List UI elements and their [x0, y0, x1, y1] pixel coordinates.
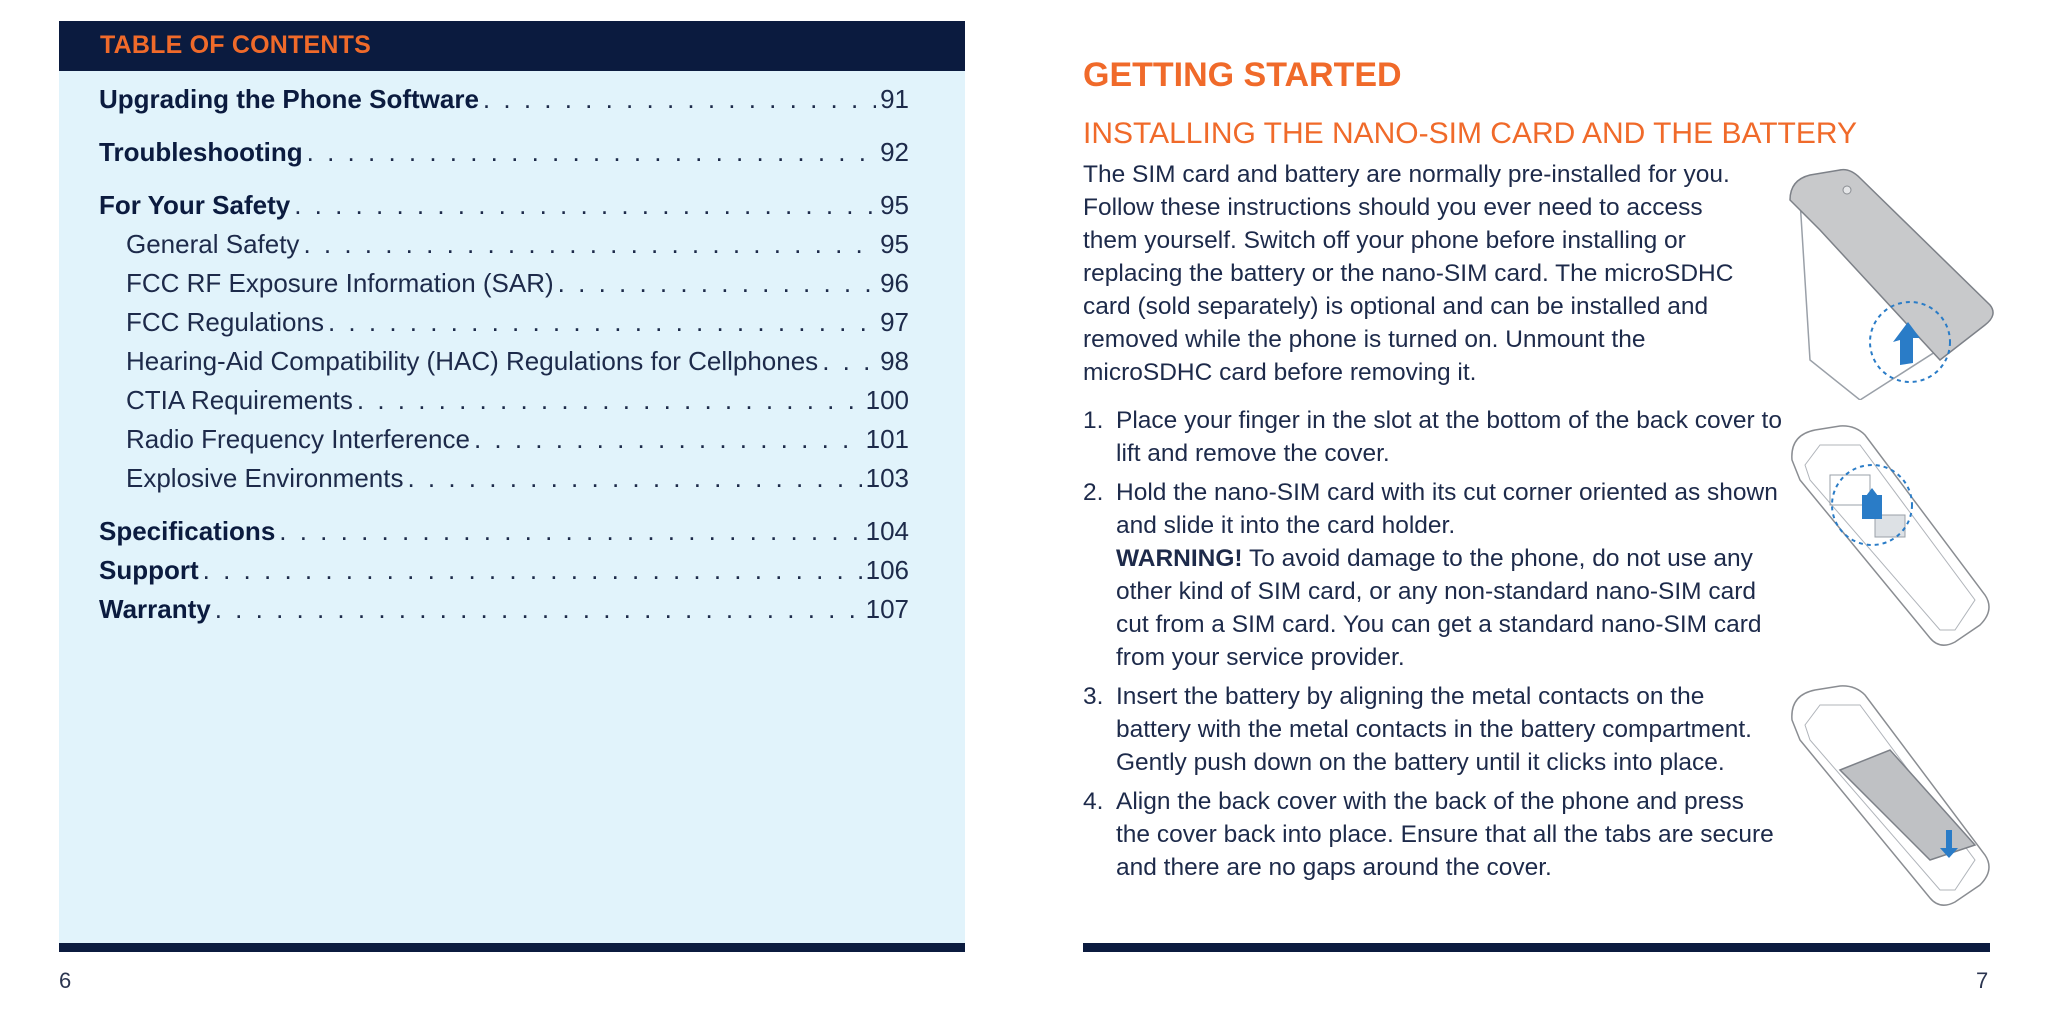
toc-subentry[interactable]	[126, 268, 909, 302]
toc-entry-label: For Your Safety	[99, 190, 291, 220]
toc-entry-label: Hearing-Aid Compatibility (HAC) Regulations for Cellphones	[126, 346, 819, 376]
toc-subentry[interactable]	[126, 229, 909, 263]
toc-entry-page: 97	[880, 307, 909, 337]
toc-leader-dots	[328, 307, 876, 338]
intro-paragraph: The SIM card and battery are normally pre-installed for you. Follow these instructions should you ever need to access them yourself. Switch off your phone before installing or replacing the battery or the nano-SIM card. The microSDHC card (sold separately) is optional and can be installed and removed while the phone is turned on. Unmount the microSDHC card before removing it.	[1083, 161, 1734, 386]
toc-leader-dots	[215, 594, 862, 625]
remove-back-cover-illustration	[1780, 160, 2000, 400]
toc-title: TABLE OF CONTENTS	[100, 31, 371, 59]
toc-entry[interactable]	[99, 555, 909, 589]
step-number: 2.	[1083, 479, 1104, 506]
section-title: GETTING STARTED	[1083, 56, 1402, 94]
instruction-steps	[1083, 404, 1783, 890]
step-body	[1116, 476, 1783, 674]
toc-entry-label: CTIA Requirements	[126, 385, 353, 415]
toc-entry-page: 91	[880, 84, 909, 114]
toc-entry-label: FCC RF Exposure Information (SAR)	[126, 268, 554, 298]
subsection-title: INSTALLING THE NANO-SIM CARD AND THE BATTERY	[1083, 117, 1858, 150]
step-text: Place your finger in the slot at the bottom of the back cover to lift and remove the cover.	[1116, 407, 1782, 467]
step-text: Hold the nano-SIM card with its cut corner oriented as shown and slide it into the card holder.	[1116, 479, 1778, 539]
toc-entry-page: 103	[865, 463, 909, 493]
toc-subentry[interactable]	[126, 463, 909, 497]
toc-entry[interactable]	[99, 137, 909, 171]
footer-rule-left	[59, 943, 965, 952]
toc-entry-label: Explosive Environments	[126, 463, 404, 493]
toc-entry-page: 98	[880, 346, 909, 376]
toc-leader-dots	[407, 463, 861, 494]
toc-entry-page: 95	[880, 190, 909, 220]
toc-entry[interactable]	[99, 190, 909, 224]
toc-entry[interactable]	[99, 84, 909, 118]
toc-entry-page: 107	[865, 594, 909, 624]
step-item	[1083, 785, 1783, 884]
step-item	[1083, 680, 1783, 779]
toc-entry-label: Radio Frequency Interference	[126, 424, 470, 454]
toc-leader-dots	[203, 555, 862, 586]
toc-entry[interactable]	[99, 516, 909, 550]
step-number: 3.	[1083, 683, 1104, 710]
toc-subentry[interactable]	[126, 307, 909, 341]
toc-header-bar	[59, 21, 965, 71]
toc-entry-page: 96	[880, 268, 909, 298]
toc-leader-dots	[303, 229, 876, 260]
step-number: 1.	[1083, 407, 1104, 434]
step-text: Insert the battery by aligning the metal contacts on the battery with the metal contacts in the battery compartment. Gently push down on the battery until it clicks into place.	[1116, 683, 1752, 776]
toc-leader-dots	[307, 137, 876, 168]
toc-subentry[interactable]	[126, 385, 909, 419]
toc-entry-page: 92	[880, 137, 909, 167]
step-number: 4.	[1083, 788, 1104, 815]
insert-sim-illustration	[1780, 420, 2000, 650]
toc-subentry[interactable]	[126, 346, 909, 380]
footer-rule-right	[1083, 943, 1990, 952]
toc-entry-label: General Safety	[126, 229, 300, 259]
toc-entry-page: 101	[865, 424, 909, 454]
step-text: Align the back cover with the back of the phone and press the cover back into place. Ensure that all the tabs are secure and there are no gaps around the cover.	[1116, 788, 1774, 881]
warning-label: WARNING!	[1116, 545, 1243, 572]
toc-entry-page: 104	[865, 516, 909, 546]
toc-leader-dots	[822, 346, 876, 377]
toc-entry-label: Troubleshooting	[99, 137, 303, 167]
toc-entry-label: Upgrading the Phone Software	[99, 84, 479, 114]
toc-leader-dots	[357, 385, 862, 416]
step-item	[1083, 404, 1783, 470]
toc-leader-dots	[294, 190, 876, 221]
toc-subentry[interactable]	[126, 424, 909, 458]
toc-entry-label: Specifications	[99, 516, 276, 546]
toc-leader-dots	[558, 268, 876, 299]
toc-leader-dots	[474, 424, 862, 455]
toc-entry-page: 106	[865, 555, 909, 585]
toc-leader-dots	[279, 516, 861, 547]
toc-body	[59, 71, 965, 943]
toc-entry-page: 100	[865, 385, 909, 415]
page-number-right: 7	[1976, 968, 1989, 993]
insert-battery-illustration	[1780, 680, 2000, 910]
warning-text: To avoid damage to the phone, do not use any other kind of SIM card, or any non-standard nano-SIM card cut from a SIM card. You can get a standard nano-SIM card from your service provider.	[1116, 545, 1762, 671]
toc-entry-label: Support	[99, 555, 199, 585]
toc-entry[interactable]	[99, 594, 909, 628]
toc-entry-label: Warranty	[99, 594, 211, 624]
toc-leader-dots	[483, 84, 876, 115]
page-number-left: 6	[59, 968, 72, 993]
step-item	[1083, 476, 1783, 674]
toc-entry-label: FCC Regulations	[126, 307, 324, 337]
toc-entry-page: 95	[880, 229, 909, 259]
